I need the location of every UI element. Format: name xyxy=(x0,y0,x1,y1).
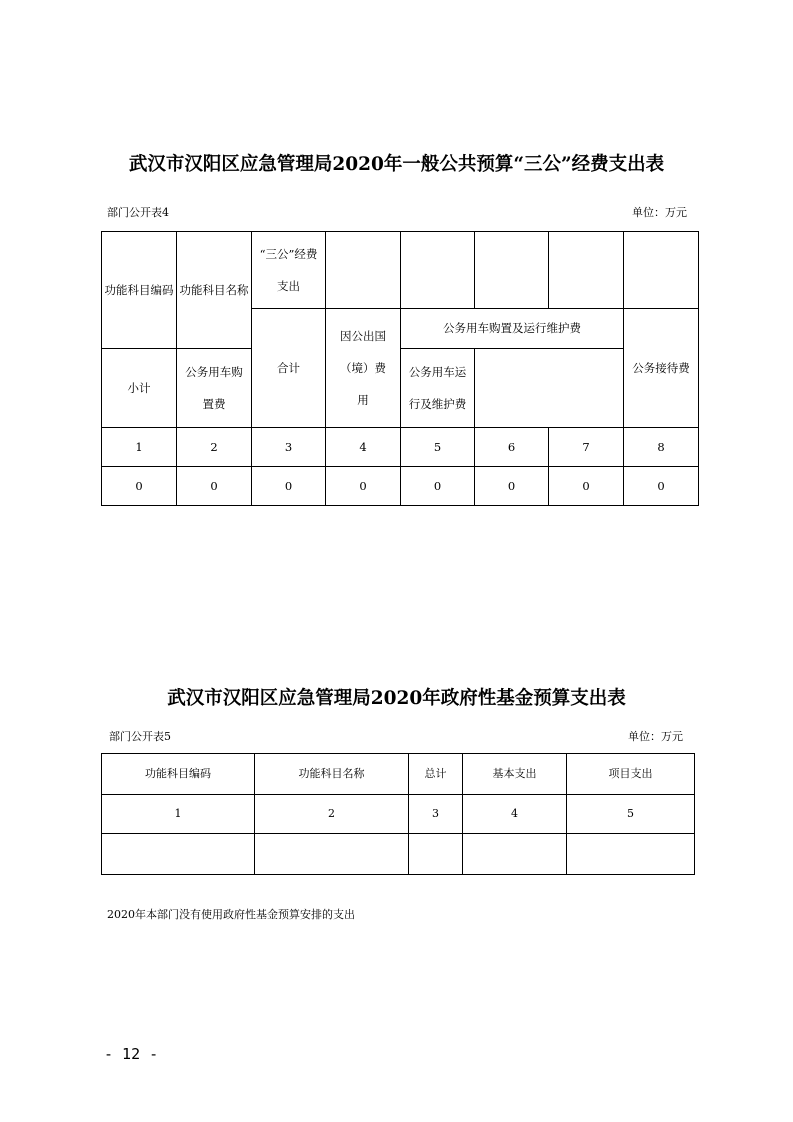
header-project-expense: 项目支出 xyxy=(567,754,695,795)
index-cell: 1 xyxy=(102,795,255,834)
value-cell xyxy=(463,834,567,875)
index-cell: 3 xyxy=(409,795,463,834)
index-cell: 8 xyxy=(624,428,699,467)
value-cell xyxy=(409,834,463,875)
value-cell: 0 xyxy=(401,467,475,506)
table2-number: 部门公开表5 xyxy=(109,730,171,743)
index-cell: 3 xyxy=(252,428,326,467)
index-cell: 2 xyxy=(255,795,409,834)
table2-unit: 单位：万元 xyxy=(628,730,683,743)
value-cell xyxy=(102,834,255,875)
value-cell: 0 xyxy=(326,467,401,506)
index-cell: 5 xyxy=(401,428,475,467)
header-function-code: 功能科目编码 xyxy=(102,754,255,795)
header-reception-expense: 公务接待费 xyxy=(624,309,699,428)
value-cell: 0 xyxy=(624,467,699,506)
table2-title: 武汉市汉阳区应急管理局2020年政府性基金预算支出表 xyxy=(167,688,626,709)
empty-header-cell xyxy=(475,232,549,309)
header-vehicle-expense: 公务用车购置及运行维护费 xyxy=(401,309,624,349)
table1-number: 部门公开表4 xyxy=(107,206,169,219)
header-sangong-expense: “三公”经费支出 xyxy=(252,232,326,309)
header-abroad-expense: 因公出国（境）费用 xyxy=(326,309,401,428)
index-cell: 4 xyxy=(463,795,567,834)
value-cell xyxy=(567,834,695,875)
value-cell xyxy=(255,834,409,875)
header-total: 合计 xyxy=(252,309,326,428)
table1-title: 武汉市汉阳区应急管理局2020年一般公共预算“三公”经费支出表 xyxy=(128,154,665,175)
header-grand-total: 总计 xyxy=(409,754,463,795)
index-cell: 6 xyxy=(475,428,549,467)
header-basic-expense: 基本支出 xyxy=(463,754,567,795)
header-subtotal: 小计 xyxy=(102,349,177,428)
index-cell: 2 xyxy=(177,428,252,467)
header-function-code: 功能科目编码 xyxy=(102,232,177,349)
page-number: - 12 - xyxy=(104,1045,159,1063)
header-function-name: 功能科目名称 xyxy=(177,232,252,349)
header-vehicle-operation: 公务用车运行及维护费 xyxy=(401,349,475,428)
empty-header-cell xyxy=(326,232,401,309)
index-cell: 1 xyxy=(102,428,177,467)
value-cell: 0 xyxy=(549,467,624,506)
government-fund-expense-table xyxy=(101,753,695,875)
index-cell: 4 xyxy=(326,428,401,467)
empty-header-cell xyxy=(549,232,624,309)
value-cell: 0 xyxy=(102,467,177,506)
empty-header-cell xyxy=(401,232,475,309)
index-cell: 5 xyxy=(567,795,695,834)
value-cell: 0 xyxy=(475,467,549,506)
value-cell: 0 xyxy=(177,467,252,506)
header-vehicle-purchase: 公务用车购置费 xyxy=(177,349,252,428)
table2-note: 2020年本部门没有使用政府性基金预算安排的支出 xyxy=(107,908,355,921)
value-cell: 0 xyxy=(252,467,326,506)
empty-header-cell xyxy=(624,232,699,309)
index-cell: 7 xyxy=(549,428,624,467)
header-function-name: 功能科目名称 xyxy=(255,754,409,795)
table1-unit: 单位：万元 xyxy=(632,206,687,219)
sangong-expense-table xyxy=(101,231,699,506)
